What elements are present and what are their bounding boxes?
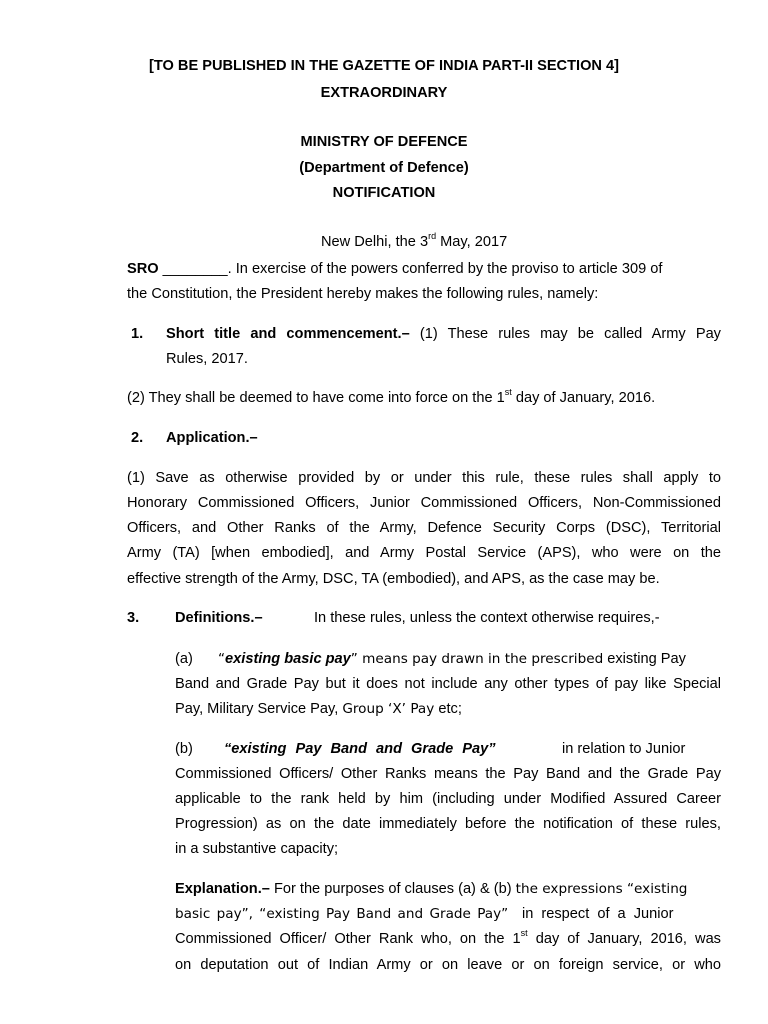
clause-b-label: (b) (175, 741, 193, 757)
explanation-line-3-sup: st (520, 928, 528, 939)
notification-heading: NOTIFICATION (332, 185, 436, 201)
rule-1-line-2: Rules, 2017. (166, 351, 248, 367)
clause-a-label: (a) (175, 651, 193, 667)
preamble-line-1-text: ________. In exercise of the powers conferred by the proviso to article 309 of (158, 261, 663, 277)
rule-3-heading: Definitions.– (175, 610, 263, 626)
dateline-suffix: May, 2017 (436, 234, 508, 250)
explanation-line-3 (175, 928, 721, 947)
rule-3-intro: In these rules, unless the context otherwise requires,- (314, 610, 660, 626)
ministry-heading: MINISTRY OF DEFENCE (300, 134, 468, 150)
rule-1-line-1-text: (1) These rules may be called Army Pay (409, 326, 721, 342)
rule-1-heading: Short title and commencement.– (166, 326, 410, 342)
rule-1-line-1 (166, 326, 721, 342)
extraordinary-heading: EXTRAORDINARY (320, 85, 448, 101)
rule-1-sub-2-suffix: day of January, 2016. (511, 390, 656, 406)
dateline-sup: rd (428, 231, 437, 242)
clause-a-line-2: Band and Grade Pay but it does not include any other types of pay like Special (175, 676, 721, 692)
rule-1-sub-2 (127, 387, 656, 406)
explanation-line-1-b: the expressions “existing (515, 881, 688, 897)
rule-3-number: 3. (127, 610, 140, 626)
clause-a-line-1-end: existing Pay (603, 651, 686, 667)
clause-a-line-3-b: Group ‘X’ Pay (342, 701, 435, 717)
clause-a-line-1 (218, 651, 686, 667)
explanation-line-2 (175, 906, 508, 922)
clause-b-line: Commissioned Officers/ Other Ranks means the Pay Band and the Grade Pay (175, 766, 721, 782)
explanation-heading: Explanation.– (175, 881, 270, 897)
explanation-line-4: on deputation out of Indian Army or on leave or on foreign service, or who (175, 957, 721, 973)
clause-a-line-3-c: etc; (434, 701, 462, 717)
rule-2-body-line: effective strength of the Army, DSC, TA (embodied), and APS, as the case may be. (127, 571, 660, 587)
clause-a-line-3 (175, 701, 462, 717)
dateline (321, 231, 508, 250)
clause-b-last-line: in a substantive capacity; (175, 841, 339, 857)
clause-a-line-1-mid: ” means pay drawn in the prescribed (350, 651, 604, 667)
explanation-line-2-a: basic pay”, “existing Pay Band and Grade Pay” (175, 906, 509, 922)
explanation-line-3-suffix: day of January, 2016, was (527, 931, 721, 947)
gazette-heading: [TO BE PUBLISHED IN THE GAZETTE OF INDIA PART-II SECTION 4] (149, 58, 619, 74)
rule-2-body-line: Army (TA) [when embodied], and Army Postal Service (APS), who were on the (127, 545, 721, 561)
clause-b-term: “existing Pay Band and Grade Pay” (224, 741, 496, 757)
clause-b-line-1-end: in relation to Junior (562, 741, 686, 757)
explanation-line-1-a: For the purposes of clauses (a) & (b) (269, 881, 516, 897)
clause-b-line: applicable to the rank held by him (including under Modified Assured Career (175, 791, 721, 807)
explanation-line-3-prefix: Commissioned Officer/ Other Rank who, on the 1 (175, 931, 521, 947)
rule-2-number: 2. (131, 430, 144, 446)
clause-a-open-quote: “ (218, 651, 226, 667)
dateline-prefix: New Delhi, the 3 (321, 234, 429, 250)
explanation-line-2-b: in respect of a Junior (522, 906, 674, 922)
rule-2-body-line: Officers, and Other Ranks of the Army, Defence Security Corps (DSC), Territorial (127, 520, 721, 536)
rule-2-body-line: Honorary Commissioned Officers, Junior Commissioned Officers, Non-Commissioned (127, 495, 721, 511)
rule-1-sub-2-prefix: (2) They shall be deemed to have come into force on the 1 (127, 390, 505, 406)
clause-a-line-3-a: Pay, Military Service Pay, (175, 701, 343, 717)
preamble-line-1 (127, 261, 662, 277)
clause-a-term: existing basic pay (225, 651, 351, 667)
rule-1-number: 1. (131, 326, 144, 342)
rule-2-heading: Application.– (166, 430, 258, 446)
rule-2-body-line: (1) Save as otherwise provided by or under this rule, these rules shall apply to (127, 470, 721, 486)
rule-1-sub-2-sup: st (504, 387, 512, 398)
clause-b-line: Progression) as on the date immediately before the notification of these rules, (175, 816, 721, 832)
sro-label: SRO (127, 261, 159, 277)
department-heading: (Department of Defence) (299, 160, 469, 176)
preamble-line-2: the Constitution, the President hereby makes the following rules, namely: (127, 286, 599, 302)
explanation-line-1 (175, 881, 687, 897)
